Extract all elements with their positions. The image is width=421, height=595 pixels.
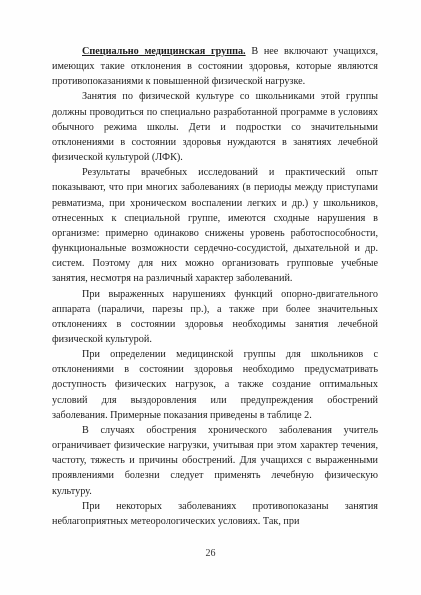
- paragraph-special-group: [52, 44, 378, 89]
- paragraph-program: Занятия по физической культуре со школьниками этой группы должны проводиться по специально разработанной программе в условиях обычного режима школы. Дети и подростки со значительными отклонениями в состоянии здоровья нуждаются в занятиях лечебной физической культурой (ЛФК).: [52, 91, 378, 164]
- page-number: 26: [205, 548, 216, 559]
- paragraph-group-determination: При определении медицинской группы для школьников с отклонениями в состоянии здоровья необходимо предусматривать доступность физических нагрузок, а также создание оптимальных условий для выздоровления или предупреждения обострений заболевания. Примерные показания приведены в таблице 2.: [52, 349, 378, 421]
- paragraph-musculoskeletal: При выраженных нарушениях функций опорно-двигательного аппарата (параличи, парезы пр.), а также при более значительных отклонениях в состоянии здоровья необходимы занятия лечебной физической культурой.: [52, 288, 378, 345]
- body-text: [52, 44, 378, 529]
- paragraph-weather-conditions: При некоторых заболеваниях противопоказаны занятия неблагоприятных метеорологических условиях. Так, при: [52, 500, 378, 527]
- paragraph-exacerbation: В случаях обострения хронического заболевания учитель ограничивает физические нагрузки, учитывая при этом характер течения, частоту, тяжесть и причины обострений. Для учащихся с выраженными проявлениями болезни следует применять лечебную физическую культуру.: [52, 424, 378, 497]
- term-special-medical-group: Специально медицинская группа.: [82, 46, 246, 57]
- paragraph-research-results: Результаты врачебных исследований и практический опыт показывают, что при многих заболеваниях (в периоды между приступами ревматизма, при хроническом воспалении легких и др.) у школьников, отнесенных к специальной группе, имеются сходные нарушения в организме: примерно одинаково снижены уровень работоспособности, функциональные возможности сердечно-сосудистой, дыхательной и др. систем. Поэтому для них можно организовать групповые учебные занятия, несмотря на различный характер заболеваний.: [52, 167, 378, 285]
- paragraph-text: В нее включают учащихся, имеющих такие отклонения в состоянии здоровья, которые являются противопоказаниями к повышенной физической нагрузке.: [52, 46, 378, 88]
